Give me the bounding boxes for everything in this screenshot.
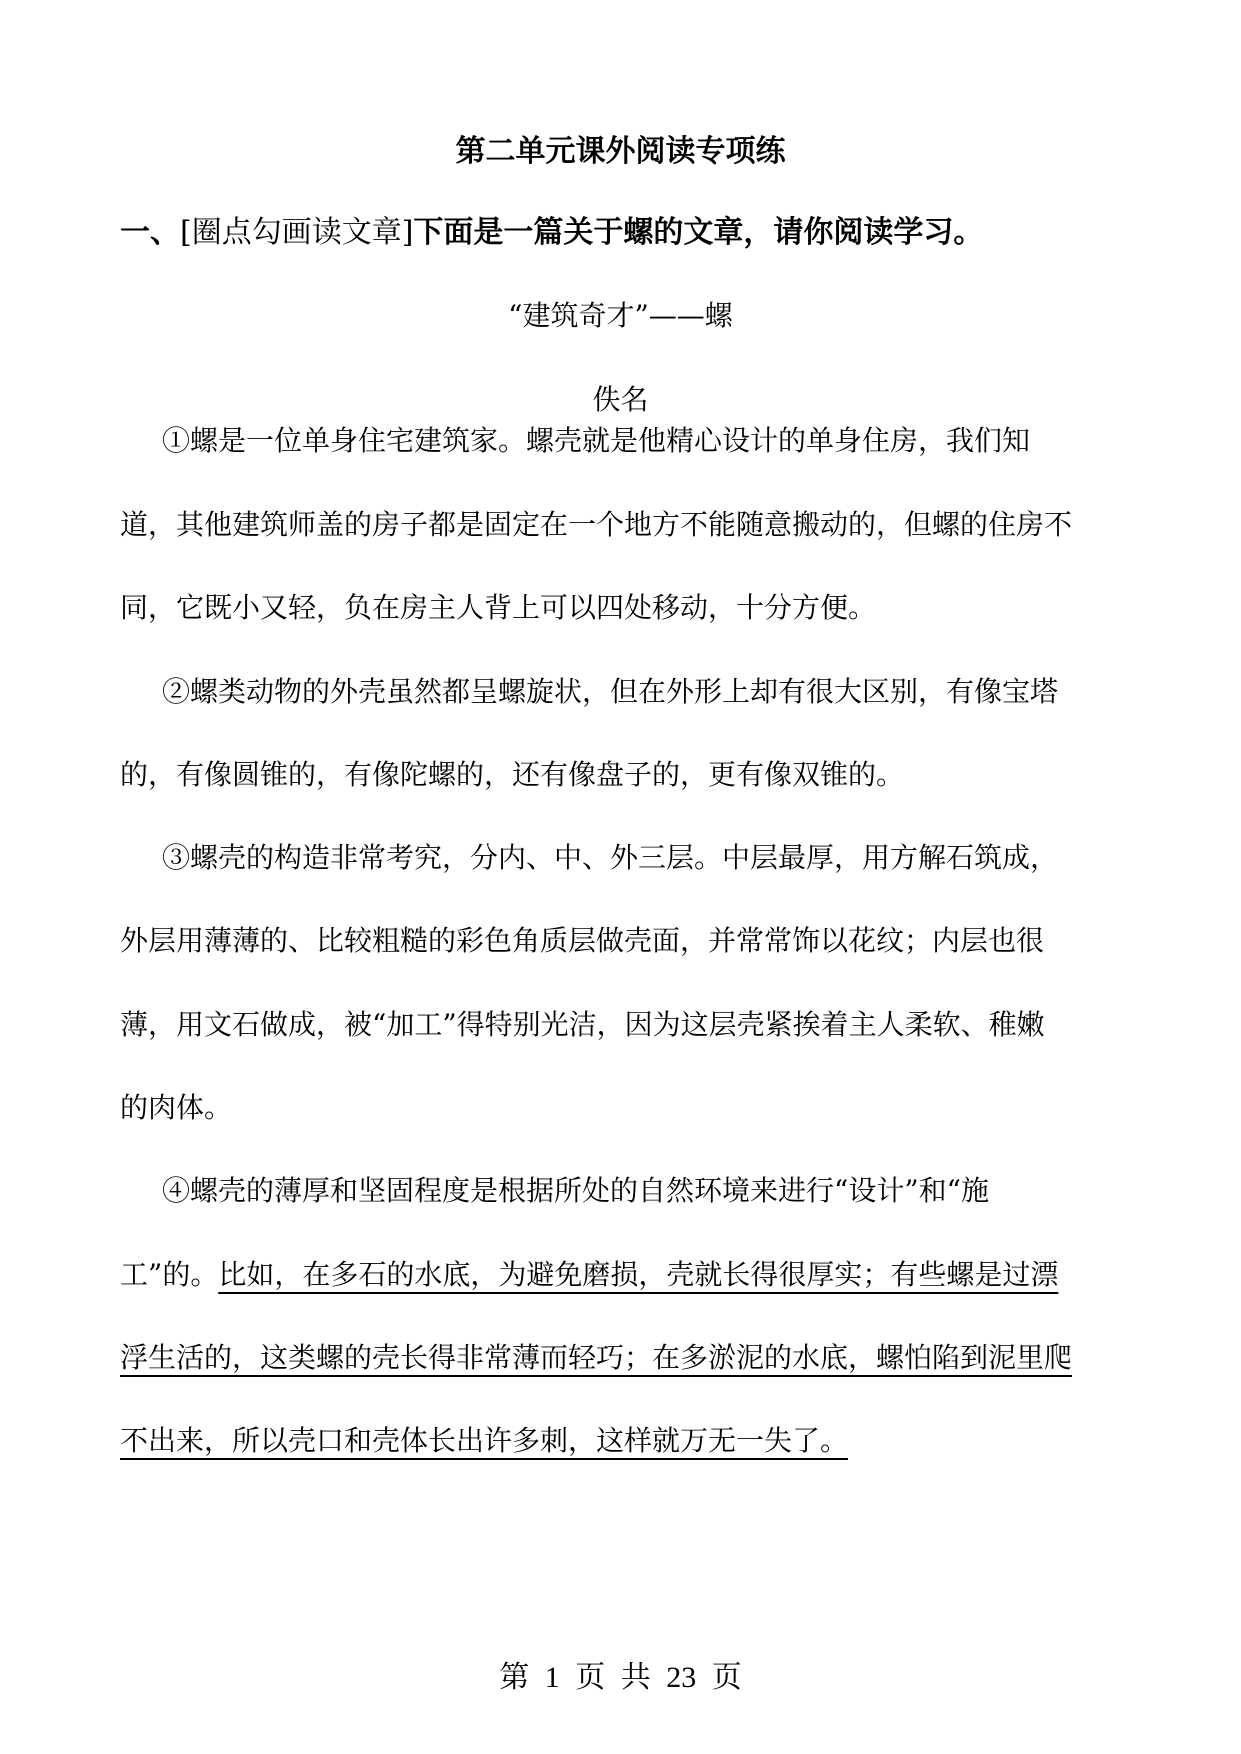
page-number: 1 — [544, 1661, 560, 1694]
underlined-text: 不出来，所以壳口和壳体长出许多刺，这样就万无一失了。 — [120, 1424, 849, 1457]
article-title: “建筑奇才”——螺 — [508, 299, 733, 332]
section-tag: [圈点勾画读文章] — [180, 215, 414, 250]
article-line: 道，其他建筑师盖的房子都是固定在一个地方不能随意搬动的，但螺的住房不 — [120, 508, 1073, 541]
article-line — [120, 1421, 1120, 1461]
underlined-text: 浮生活的，这类螺的壳长得非常薄而轻巧；在多淤泥的水底，螺怕陷到泥里爬 — [120, 1341, 1073, 1374]
article-line: 同，它既小又轻，负在房主人背上可以四处移动，十分方便。 — [120, 591, 877, 624]
article-line: 薄，用文石做成，被“加工”得特别光洁，因为这层壳紧挨着主人柔软、稚嫩 — [120, 1008, 1045, 1041]
section-heading — [120, 213, 983, 253]
article-line: ①螺是一位单身住宅建筑家。螺壳就是他精心设计的单身住房，我们知 — [162, 424, 1031, 457]
article-line: ④螺壳的薄厚和坚固程度是根据所处的自然环境来进行“设计”和“施 — [162, 1174, 989, 1207]
article-line: ②螺类动物的外壳虽然都呈螺旋状，但在外形上却有很大区别，有像宝塔 — [162, 675, 1059, 708]
article-line — [120, 1338, 1120, 1378]
total-pages: 23 — [666, 1661, 697, 1694]
article-line: 的，有像圆锥的，有像陀螺的，还有像盘子的，更有像双锥的。 — [120, 758, 905, 791]
article-author: 佚名 — [592, 383, 649, 416]
page-title: 第二单元课外阅读专项练 — [455, 134, 786, 169]
article-line: ③螺壳的构造非常考究，分内、中、外三层。中层最厚，用方解石筑成， — [162, 841, 1059, 874]
article-line: 外层用薄薄的、比较粗糙的彩色角质层做壳面，并常常饰以花纹；内层也很 — [120, 924, 1045, 957]
section-instruction: 下面是一篇关于螺的文章，请你阅读学习。 — [413, 215, 984, 250]
article-line: 工”的。比如，在多石的水底，为避免磨损，壳就长得很厚实；有些螺是过漂 — [120, 1258, 1059, 1291]
page-footer: 第 1 页 共 23 页 — [499, 1661, 742, 1694]
article-line: 的肉体。 — [120, 1091, 233, 1124]
underlined-text: 比如，在多石的水底，为避免磨损，壳就长得很厚实；有些螺是过漂 — [218, 1258, 1059, 1291]
section-number: 一、 — [120, 215, 180, 250]
